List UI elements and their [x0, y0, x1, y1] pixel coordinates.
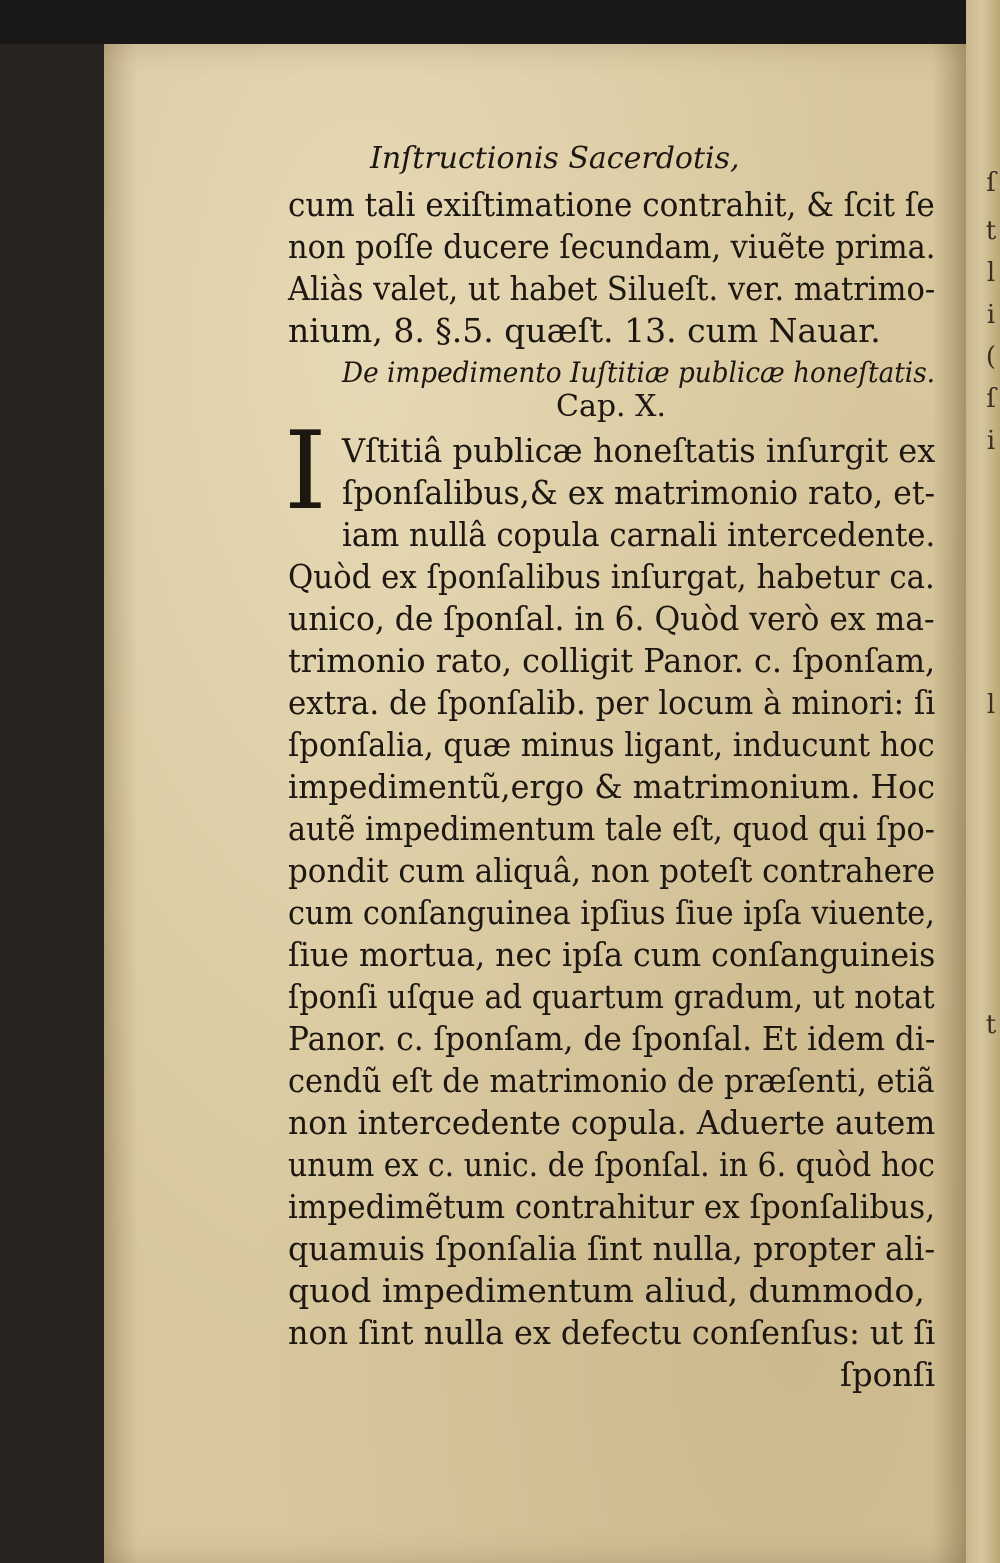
text-line: Quòd ex ſponſalibus inſurgat, habetur ca.: [288, 557, 935, 596]
text-line: pondit cum aliquâ, non poteſt contrahere: [288, 851, 936, 890]
text-line: quod impedimentum aliud, dummodo,: [288, 1271, 925, 1310]
running-head: Inſtructionis Sacerdotis,: [370, 141, 740, 176]
text-line: quamuis ſponſalia ſint nulla, propter ali-: [288, 1229, 936, 1268]
text-line: cum tali exiſtimatione contrahit, & ſcit ſe: [288, 185, 935, 224]
text-line: Panor. c. ſponſam, de ſponſal. Et idem di-: [288, 1019, 936, 1058]
text-line: Aliàs valet, ut habet Silueſt. ver. matrimo-: [288, 269, 936, 308]
text-line: nium, 8. §.5. quæſt. 13. cum Nauar.: [288, 311, 881, 350]
text-line: cendũ eſt de matrimonio de præſenti, etiã: [288, 1061, 935, 1100]
drop-cap: I: [284, 409, 327, 534]
text-line: unico, de ſponſal. in 6. Quòd verò ex ma-: [288, 599, 935, 638]
text-line: ſponſi uſque ad quartum gradum, ut notat: [288, 977, 935, 1016]
text-line: iam nullâ copula carnali intercedente.: [342, 515, 936, 554]
text-line: ſponſalibus,& ex matrimonio rato, et-: [342, 473, 936, 512]
text-line: cum conſanguinea ipſius ſiue ipſa viuente,: [288, 893, 935, 932]
facing-page-edge: ſ t l i ( ſ i l t: [966, 0, 1000, 1563]
text-line: ſiue mortua, nec ipſa cum conſanguineis: [288, 935, 936, 974]
chapter-number: Cap. X.: [556, 389, 667, 424]
text-line: impedimentũ,ergo & matrimonium. Hoc: [288, 767, 936, 806]
catchword: ſponſi: [840, 1355, 936, 1394]
text-line: unum ex c. unic. de ſponſal. in 6. quòd hoc: [288, 1145, 935, 1184]
text-line: Vſtitiâ publicæ honeſtatis inſurgit ex: [342, 431, 936, 470]
text-line: autẽ impedimentum tale eſt, quod qui ſpo-: [288, 809, 935, 848]
text-line: impedimẽtum contrahitur ex ſponſalibus,: [288, 1187, 936, 1226]
text-line: trimonio rato, colligit Panor. c. ſponſam,: [288, 641, 936, 680]
text-line: non intercedente copula. Aduerte autem: [288, 1103, 936, 1142]
text-line: ſponſalia, quæ minus ligant, inducunt hoc: [288, 725, 935, 764]
text-line: extra. de ſponſalib. per locum à minori: ſi: [288, 683, 936, 722]
text-line: non ſint nulla ex defectu conſenſus: ut ſi: [288, 1313, 936, 1352]
text-line: non poſſe ducere ſecundam, viuẽte prima.: [288, 227, 936, 266]
section-heading: De impedimento Iuſtitiæ publicæ honeſtatis.: [342, 356, 936, 389]
